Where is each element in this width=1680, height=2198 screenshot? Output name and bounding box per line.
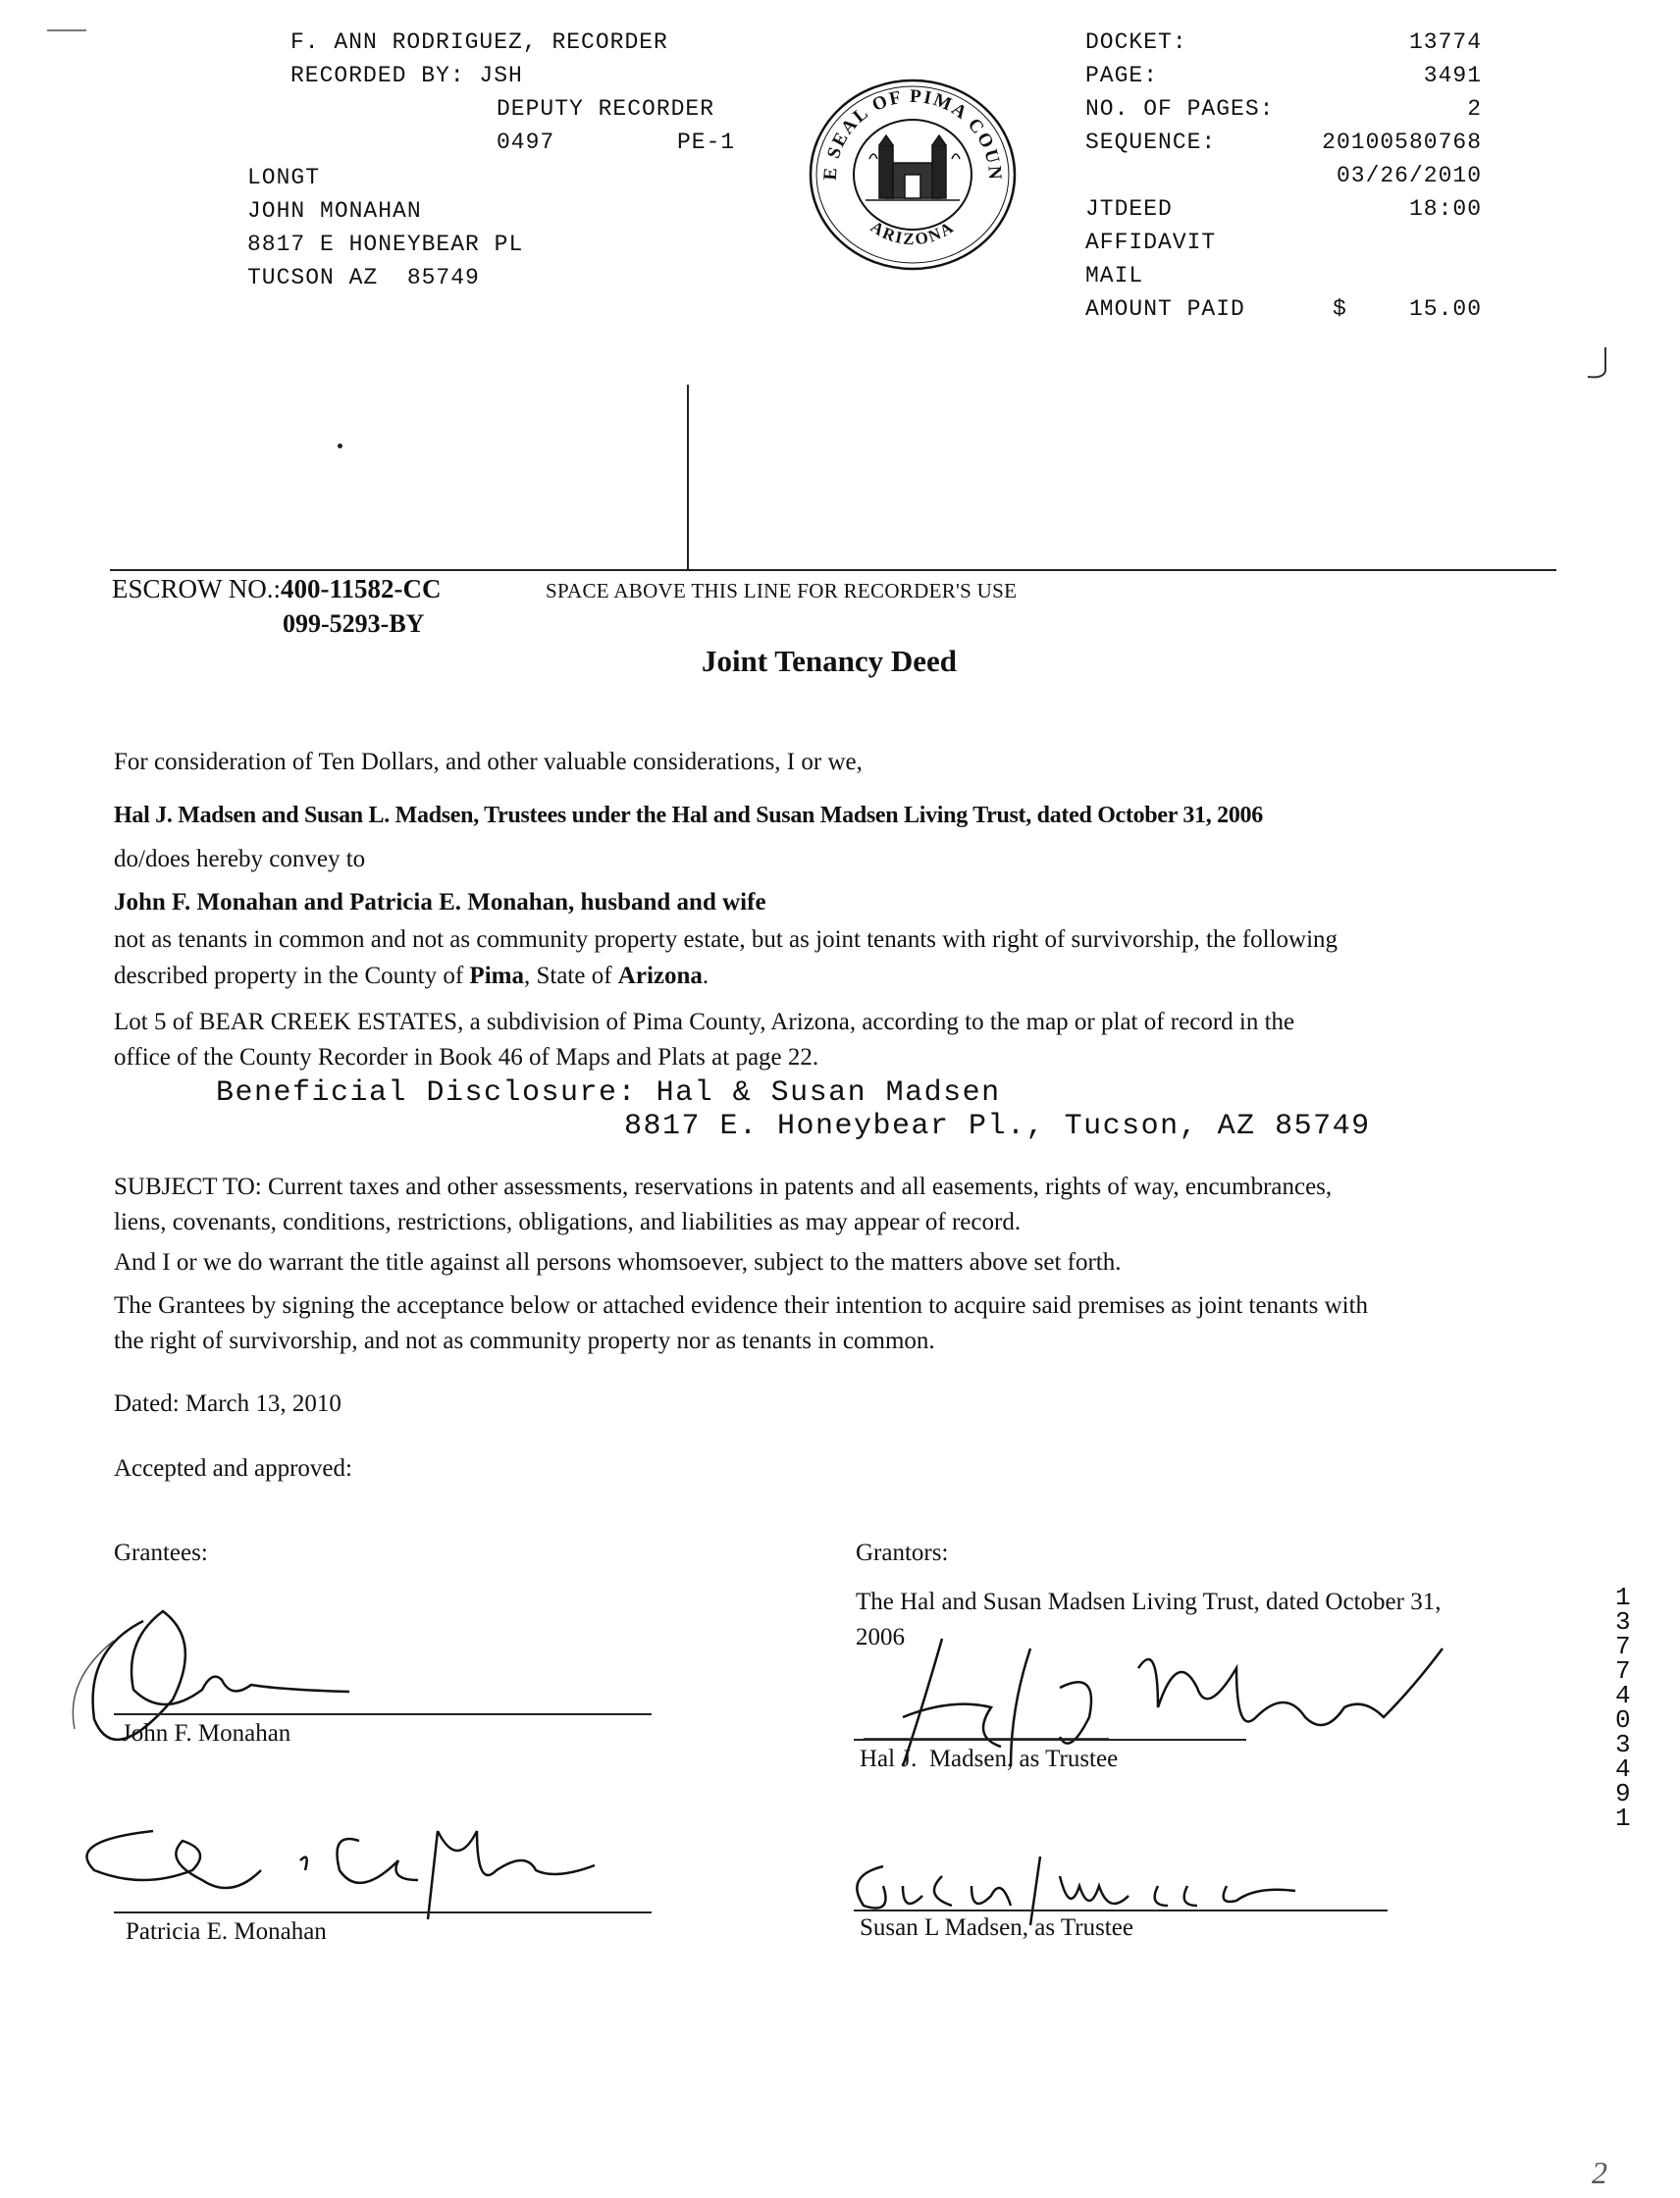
subject-line-1: SUBJECT TO: Current taxes and other assessments, reservations in patents and all easements, rights of way, encumbrances, <box>114 1174 1333 1200</box>
grantees-label: Grantees: <box>114 1540 208 1566</box>
recorder-space-divider <box>687 385 689 569</box>
docket-label-1: DOCKET: <box>1085 29 1187 55</box>
trust-line-1: The Hal and Susan Madsen Living Trust, dated October 31, <box>856 1589 1442 1615</box>
acceptance-line-2: the right of survivorship, and not as community property nor as tenants in common. <box>114 1328 935 1354</box>
amount-paid-label: AMOUNT PAID <box>1085 296 1245 322</box>
accepted-text: Accepted and approved: <box>114 1455 352 1482</box>
state-name: Arizona <box>617 963 703 989</box>
recorded-by: RECORDED BY: JSH <box>290 63 523 88</box>
recorder-use-line <box>110 569 1556 571</box>
grantees-line: John F. Monahan and Patricia E. Monahan, husband and wife <box>114 889 766 916</box>
escrow-number: 400-11582-CC <box>281 574 442 603</box>
mail-line-3: 8817 E HONEYBEAR PL <box>247 232 524 257</box>
mail-line-2: JOHN MONAHAN <box>247 198 422 224</box>
john-signature <box>55 1582 369 1783</box>
margin-stamp: 13774 03491 <box>1615 1583 1631 1833</box>
amount-currency: $ <box>1333 296 1347 322</box>
consideration-text: For consideration of Ten Dollars, and other valuable considerations, I or we, <box>114 749 863 775</box>
seal-bottom-text: ARIZONA <box>866 217 959 249</box>
subject-line-2: liens, covenants, conditions, restrictions, obligations, and liabilities as may appear of record. <box>114 1209 1022 1235</box>
escrow-prefix: ESCROW NO.: <box>112 574 282 603</box>
mail-line-1: LONGT <box>247 165 321 190</box>
seal-top-text: E SEAL OF PIMA COUN <box>819 85 1006 183</box>
grantors-line: Hal J. Madsen and Susan L. Madsen, Trustees under the Hal and Susan Madsen Living Trust, dated October 31, 2006 <box>114 803 1263 828</box>
recorder-name: F. ANN RODRIGUEZ, RECORDER <box>290 29 668 55</box>
dated-text: Dated: March 13, 2010 <box>114 1390 341 1417</box>
hal-name: Hal J. Madsen, as Trustee <box>860 1746 1119 1772</box>
docket-value-5: 03/26/2010 <box>1336 163 1482 188</box>
convey-text: do/does hereby convey to <box>114 846 366 872</box>
page-mark: 2 <box>1592 2155 1607 2190</box>
patricia-name: Patricia E. Monahan <box>126 1918 327 1945</box>
legal-line-2: office of the County Recorder in Book 46 of Maps and Plats at page 22. <box>114 1044 819 1071</box>
susan-name: Susan L Madsen, as Trustee <box>860 1914 1133 1941</box>
tenancy-text-c: . <box>702 963 709 989</box>
escrow-label <box>112 574 442 604</box>
deputy-recorder: DEPUTY RECORDER <box>497 96 715 122</box>
disclosure-line-2: 8817 E. Honeybear Pl., Tucson, AZ 85749 <box>624 1110 1371 1143</box>
trust-line-2: 2006 <box>856 1624 905 1650</box>
grantors-label: Grantors: <box>856 1540 949 1566</box>
docket-label-8: MAIL <box>1085 263 1144 288</box>
docket-label-2: PAGE: <box>1085 63 1159 88</box>
recorder-code-1: 0497 <box>497 130 555 155</box>
acceptance-line-1: The Grantees by signing the acceptance below or attached evidence their intention to acquire said premises as joint tenants with <box>114 1292 1369 1319</box>
seal-building-icon <box>866 135 960 200</box>
docket-label-7: AFFIDAVIT <box>1085 230 1217 255</box>
docket-label-3: NO. OF PAGES: <box>1085 96 1275 122</box>
tenancy-text-b: , State of <box>523 963 618 989</box>
docket-label-6: JTDEED <box>1085 196 1173 222</box>
mail-line-4: TUCSON AZ 85749 <box>247 265 480 290</box>
docket-value-4: 20100580768 <box>1322 130 1482 155</box>
svg-text:ARIZONA <box>867 217 958 248</box>
tenancy-line-2 <box>114 958 709 994</box>
page-title: Joint Tenancy Deed <box>701 644 958 678</box>
tenancy-text-a: described property in the County of <box>114 963 470 989</box>
warrant-text: And I or we do warrant the title against all persons whomsoever, subject to the matters above set forth. <box>114 1249 1122 1276</box>
docket-value-2: 3491 <box>1423 63 1482 88</box>
margin-hook-mark <box>1582 343 1611 388</box>
docket-value-6: 18:00 <box>1408 196 1482 222</box>
county-seal <box>795 77 1030 273</box>
docket-value-3: 2 <box>1467 96 1482 122</box>
disclosure-line-1: Beneficial Disclosure: Hal & Susan Madsen <box>216 1076 1001 1110</box>
speck <box>338 444 342 448</box>
corner-mark <box>47 29 86 31</box>
docket-label-4: SEQUENCE: <box>1085 130 1217 155</box>
escrow-number-2: 099-5293-BY <box>283 609 425 638</box>
john-name: John F. Monahan <box>122 1720 291 1747</box>
county-name: Pima <box>469 963 524 989</box>
recorder-use-caption: SPACE ABOVE THIS LINE FOR RECORDER'S USE <box>546 579 1018 602</box>
tenancy-line-1: not as tenants in common and not as community property estate, but as joint tenants with right of survivorship, the following <box>114 926 1339 953</box>
legal-line-1: Lot 5 of BEAR CREEK ESTATES, a subdivision of Pima County, Arizona, according to the map or plat of record in the <box>114 1009 1295 1035</box>
amount-paid-value: 15.00 <box>1408 296 1482 322</box>
recorder-code-2: PE-1 <box>677 130 736 155</box>
docket-value-1: 13774 <box>1408 29 1482 55</box>
